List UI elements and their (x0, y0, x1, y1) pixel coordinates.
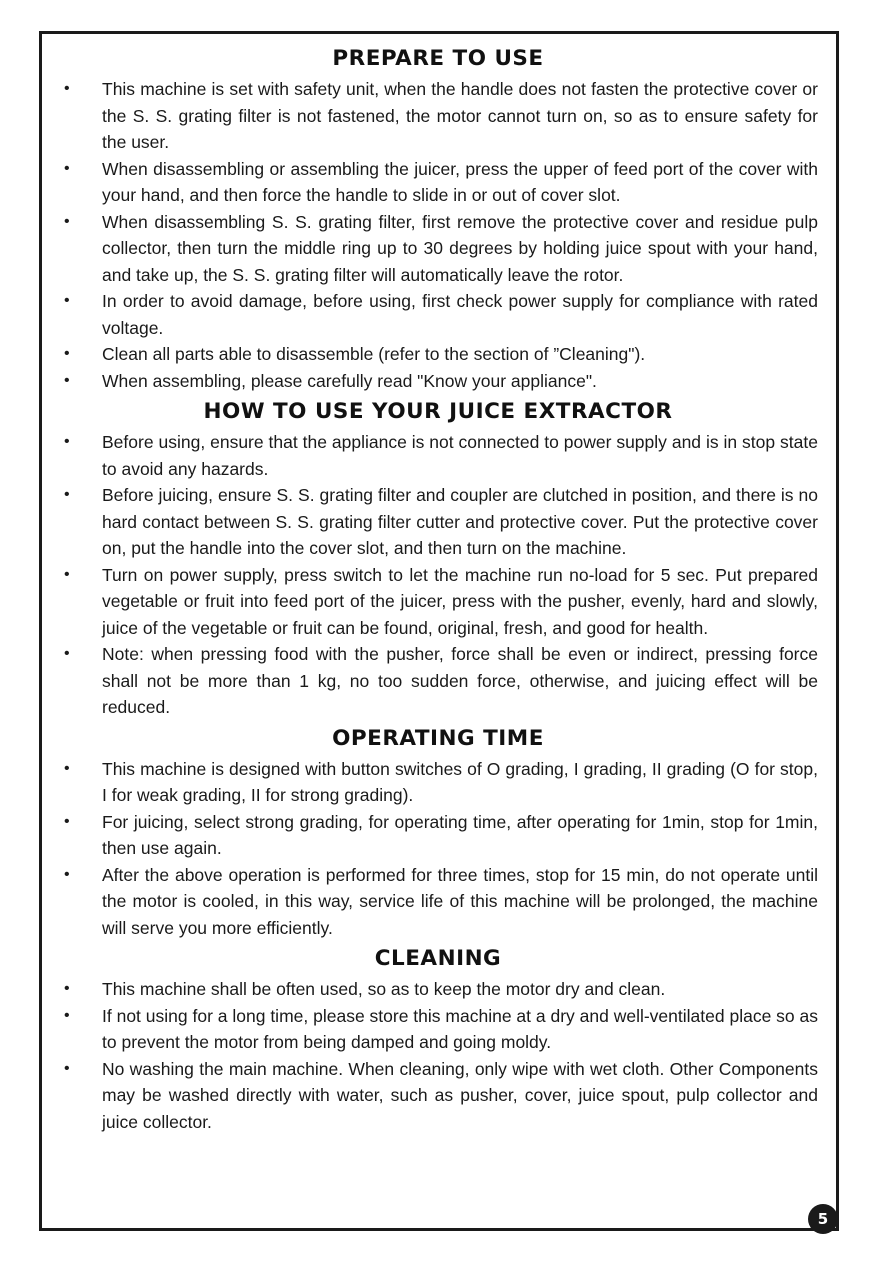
list-item: • No washing the main machine. When cleaning, only wipe with wet cloth. Other Components may be washed directly with water, such as pusher, cover, juice spout, pulp collector and juice collector. (58, 1056, 818, 1136)
list-item: • For juicing, select strong grading, for operating time, after operating for 1min, stop for 1min, then use again. (58, 809, 818, 862)
section-title: PREPARE TO USE (332, 46, 544, 71)
list-item: • Before using, ensure that the appliance is not connected to power supply and is in stop state to avoid any hazards. (58, 429, 818, 482)
page-content (58, 42, 818, 1135)
section-prepare-to-use (58, 42, 818, 394)
section-title: CLEANING (374, 946, 502, 971)
section-title: OPERATING TIME (332, 725, 544, 751)
list-item: • After the above operation is performed for three times, stop for 15 min, do not operate until the motor is cooled, in this way, service life of this machine will be prolonged, the machine will serve you more efficiently. (58, 862, 818, 942)
bullet-list (58, 76, 818, 394)
section-how-to-use (58, 395, 818, 721)
list-item: • Note: when pressing food with the pusher, force shall be even or indirect, pressing force shall not be more than 1 kg, no too sudden force, otherwise, and juicing effect will be reduced. (58, 641, 818, 721)
section-title: HOW TO USE YOUR JUICE EXTRACTOR (203, 399, 673, 424)
bullet-list (58, 756, 818, 942)
list-item: • In order to avoid damage, before using, first check power supply for compliance with rated voltage. (58, 288, 818, 341)
list-item: • Turn on power supply, press switch to let the machine run no-load for 5 sec. Put prepared vegetable or fruit into feed port of the juicer, press with the pusher, evenly, hard and slowly, juice of the vegetable or fruit can be found, original, fresh, and good for health. (58, 562, 818, 642)
page-number-badge: 5 (808, 1204, 838, 1234)
list-item: • When assembling, please carefully read "Know your appliance". (58, 368, 818, 395)
list-item: • This machine is set with safety unit, when the handle does not fasten the protective cover or the S. S. grating filter is not fastened, the motor cannot turn on, so as to ensure safety for the user. (58, 76, 818, 156)
list-item: • If not using for a long time, please store this machine at a dry and well-ventilated place so as to prevent the motor from being damped and going moldy. (58, 1003, 818, 1056)
list-item: • This machine is designed with button switches of O grading, I grading, II grading (O for stop, I for weak grading, II for strong grading). (58, 756, 818, 809)
bullet-list (58, 976, 818, 1135)
list-item: • This machine shall be often used, so as to keep the motor dry and clean. (58, 976, 818, 1003)
bullet-list (58, 429, 818, 721)
section-operating-time (58, 722, 818, 942)
list-item: • Before juicing, ensure S. S. grating filter and coupler are clutched in position, and there is no hard contact between S. S. grating filter cutter and protective cover. Put the protective cover on, put the handle into the cover slot, and then turn on the machine. (58, 482, 818, 562)
section-cleaning (58, 942, 818, 1135)
list-item: • Clean all parts able to disassemble (refer to the section of ”Cleaning"). (58, 341, 818, 368)
list-item: • When disassembling S. S. grating filter, first remove the protective cover and residue pulp collector, then turn the middle ring up to 30 degrees by holding juice spout with your hand, and take up, the S. S. grating filter will automatically leave the rotor. (58, 209, 818, 289)
list-item: • When disassembling or assembling the juicer, press the upper of feed port of the cover with your hand, and then force the handle to slide in or out of cover slot. (58, 156, 818, 209)
